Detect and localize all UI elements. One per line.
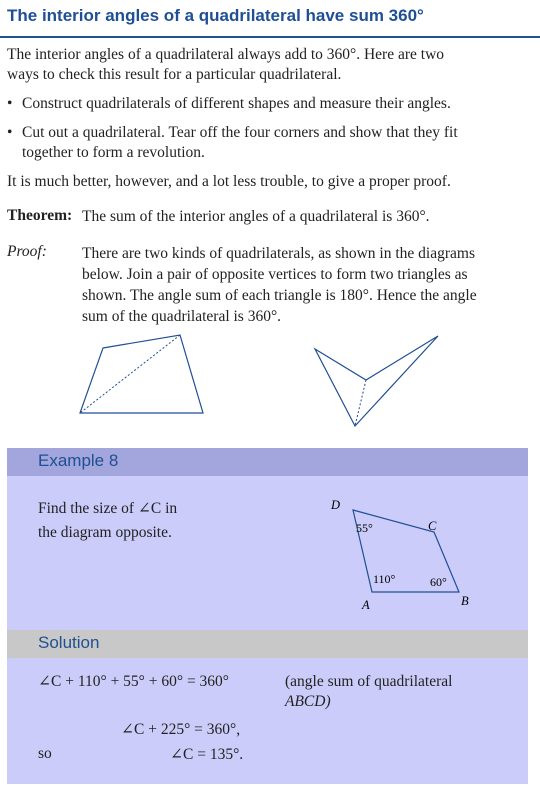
better-paragraph: It is much better, however, and a lot less trouble, to give a proper proof.: [7, 173, 451, 190]
intro-paragraph: [7, 45, 444, 85]
proof-text: [82, 243, 477, 327]
bullet-dot: •: [7, 124, 13, 141]
concave-quadrilateral: [315, 336, 438, 426]
vertex-label-b: B: [461, 594, 469, 608]
theorem-text: The sum of the interior angles of a quadrilateral is 360°.: [82, 208, 430, 225]
solution-reason: [285, 672, 452, 712]
proof-line-2: below. Join a pair of opposite vertices to form two triangles as: [82, 266, 468, 283]
proof-label: Proof:: [7, 243, 47, 260]
angle-label-b: 60°: [430, 575, 447, 589]
proof-line-4: sum of the quadrilateral is 360°.: [82, 308, 282, 325]
vertex-label-a: A: [362, 598, 370, 612]
bullet-dot: •: [7, 95, 13, 112]
vertex-label-c: C: [428, 519, 437, 533]
vertex-label-d: D: [331, 498, 341, 512]
convex-quadrilateral-diagram: [80, 335, 203, 413]
angle-label-d: 55°: [356, 521, 373, 535]
heading-rule: [0, 36, 540, 38]
solution-line-3: ∠C = 135°.: [170, 746, 244, 763]
question-line-2: the diagram opposite.: [38, 524, 172, 541]
bullet-2-line-1: Cut out a quadrilateral. Tear off the four corners and show that they fit: [22, 124, 458, 141]
proof-line-3: shown. The angle sum of each triangle is 180°. Hence the angle: [82, 287, 477, 304]
solution-line-1: ∠C + 110° + 55° + 60° = 360°: [38, 673, 230, 690]
example-diagram: [320, 490, 490, 615]
intro-line-2: ways to check this result for a particular quadrilateral.: [7, 66, 342, 83]
bullet-1-line-1: Construct quadrilaterals of different shapes and measure their angles.: [22, 95, 451, 112]
convex-diagonal: [80, 335, 180, 413]
concave-diagonal: [355, 380, 366, 426]
intro-line-1: The interior angles of a quadrilateral always add to 360°. Here are two: [7, 46, 445, 63]
page-heading: The interior angles of a quadrilateral have sum 360°: [7, 6, 424, 25]
proof-diagrams: [0, 325, 540, 435]
reason-line-2: ABCD): [285, 693, 331, 710]
example-question: [38, 497, 177, 545]
question-line-1: Find the size of ∠C in: [38, 500, 178, 517]
solution-line-2: ∠C + 225° = 360°,: [121, 721, 241, 738]
example-title: Example 8: [38, 451, 119, 470]
solution-title: Solution: [38, 633, 100, 652]
bullet-item-2: [7, 123, 537, 163]
bullet-item-1: [7, 94, 537, 114]
proof-line-1: There are two kinds of quadrilaterals, as shown in the diagrams: [82, 245, 475, 262]
convex-quadrilateral: [80, 335, 203, 413]
reason-line-1: (angle sum of quadrilateral: [285, 673, 453, 690]
solution-so: so: [38, 745, 52, 762]
bullet-2-line-2: together to form a revolution.: [22, 144, 205, 161]
concave-quadrilateral-diagram: [315, 336, 438, 426]
angle-label-a: 110°: [373, 572, 396, 586]
theorem-label: Theorem:: [7, 207, 73, 224]
